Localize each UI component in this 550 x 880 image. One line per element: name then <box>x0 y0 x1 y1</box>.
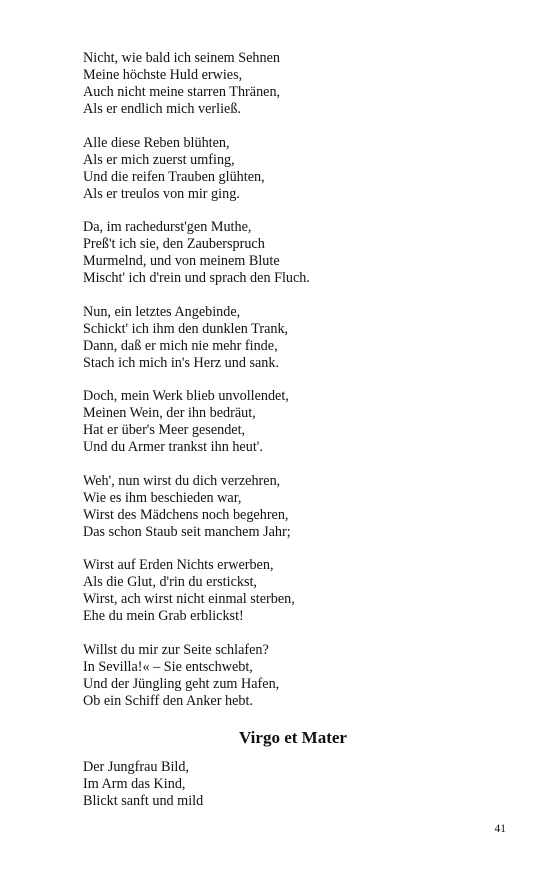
poem-line: Als er treulos von mir ging. <box>83 185 240 202</box>
poem-line: Preß't ich sie, den Zauberspruch <box>83 236 265 252</box>
poem-line: Weh', nun wirst du dich verzehren, <box>83 472 281 489</box>
poem-line: Wirst, ach wirst nicht einmal sterben, <box>83 591 295 607</box>
poem-line: Und du Armer trankst ihn heut'. <box>83 439 263 455</box>
poem-line: Und der Jüngling geht zum Hafen, <box>83 675 280 692</box>
poem-title: Virgo et Mater <box>239 727 347 747</box>
poem-line: Doch, mein Werk blieb unvollendet, <box>83 388 289 404</box>
poem-line: Meinen Wein, der ihn bedräut, <box>83 405 256 421</box>
poem-line: Meine höchste Huld erwies, <box>83 67 243 83</box>
new-poem-stanza <box>83 759 503 810</box>
stanza-8 <box>83 642 503 710</box>
poem-line: Stach ich mich in's Herz und sank. <box>83 354 280 371</box>
poem-line: Schickt' ich ihm den dunklen Trank, <box>83 320 289 337</box>
stanza-3 <box>83 219 503 287</box>
poem-line: Wirst auf Erden Nichts erwerben, <box>83 557 274 573</box>
poem-line: Wie es ihm beschieden war, <box>83 489 242 506</box>
stanza-4 <box>83 304 503 372</box>
stanza-1 <box>83 50 503 118</box>
stanza-7 <box>83 557 503 625</box>
stanza-2 <box>83 135 503 203</box>
poem-line: Nun, ein letztes Angebinde, <box>83 303 241 320</box>
poem-line: Willst du mir zur Seite schlafen? <box>83 641 269 658</box>
poem-line: In Sevilla!« – Sie entschwebt, <box>83 658 253 675</box>
poem-line: Dann, daß er mich nie mehr finde, <box>83 337 278 354</box>
poem-line: Mischt' ich d'rein und sprach den Fluch. <box>83 270 310 286</box>
poem-line: Und die reifen Trauben glühten, <box>83 168 265 185</box>
poem-line: Das schon Staub seit manchem Jahr; <box>83 523 291 540</box>
poem-line: Ob ein Schiff den Anker hebt. <box>83 692 253 709</box>
poem-line: Als er endlich mich verließ. <box>83 101 241 117</box>
poem-line: Als er mich zuerst umfing, <box>83 151 235 168</box>
poem-text <box>83 50 503 826</box>
poem-line: Auch nicht meine starren Thränen, <box>83 84 281 100</box>
page-number: 41 <box>494 823 506 835</box>
poem-line: Wirst des Mädchens noch begehren, <box>83 506 289 523</box>
poem-line: Da, im rachedurst'gen Muthe, <box>83 219 252 235</box>
poem-line: Im Arm das Kind, <box>83 775 186 792</box>
stanza-5 <box>83 388 503 456</box>
poem-line: Nicht, wie bald ich seinem Sehnen <box>83 50 280 66</box>
poem-line: Blickt sanft und mild <box>83 792 204 809</box>
poem-line: Als die Glut, d'rin du erstickst, <box>83 574 257 590</box>
poem-line: Murmelnd, und von meinem Blute <box>83 253 280 269</box>
poem-line: Alle diese Reben blühten, <box>83 134 230 151</box>
poem-line: Hat er über's Meer gesendet, <box>83 422 246 438</box>
stanza-6 <box>83 473 503 541</box>
poem-line: Der Jungfrau Bild, <box>83 758 189 775</box>
poem-line: Ehe du mein Grab erblickst! <box>83 608 244 624</box>
